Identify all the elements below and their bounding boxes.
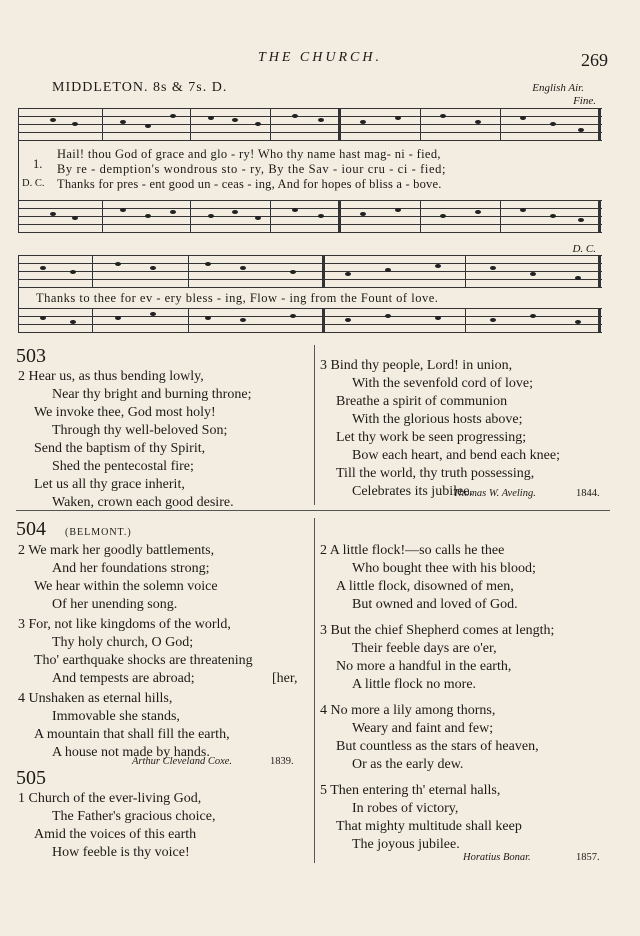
h504-line: Or as the early dew.: [352, 757, 464, 772]
column-divider-503: [314, 345, 315, 505]
h504-line: [her,: [272, 671, 298, 686]
h504-line: Who bought thee with his blood;: [352, 561, 536, 576]
tune-title: MIDDLETON. 8s & 7s. D.: [52, 80, 228, 95]
h503-line: Bow each heart, and bend each knee;: [352, 448, 560, 463]
h503-line: Send the baptism of thy Spirit,: [34, 441, 206, 456]
hymn-504-number-text: 504: [16, 518, 46, 540]
h503-line: Through thy well-beloved Son;: [52, 423, 228, 438]
column-divider-504: [314, 518, 315, 863]
lyric-line-1: Hail! thou God of grace and glo - ry! Who thy name hast mag- ni - fied,: [57, 147, 441, 161]
h503-line: With the sevenfold cord of love;: [352, 376, 533, 391]
hymn-504-tune: (BELMONT.): [65, 527, 132, 538]
h504-line: We hear within the solemn voice: [34, 579, 218, 594]
h503-author: Thomas W. Aveling.: [453, 488, 536, 499]
h504-line: Of her unending song.: [52, 597, 178, 612]
h504-line: A mountain that shall fill the earth,: [34, 727, 230, 742]
h503-line: Let us all thy grace inherit,: [34, 477, 185, 492]
h503-line: Till the world, thy truth possessing,: [336, 466, 535, 481]
system-brace-1: [18, 108, 19, 232]
h503-line: Breathe a spirit of communion: [336, 394, 508, 409]
h504-line: Thy holy church, O God;: [52, 635, 194, 650]
h504-line: 3 For, not like kingdoms of the world,: [18, 617, 231, 632]
section-rule: [16, 510, 610, 511]
h504-line: A little flock no more.: [352, 677, 477, 692]
h503-line: 2 Hear us, as thus bending lowly,: [18, 369, 204, 384]
lyric-line-4: Thanks to thee for ev - ery bless - ing, Flow - ing from the Fount of love.: [36, 291, 439, 305]
h503-year: 1844.: [576, 488, 600, 499]
h504-line: In robes of victory,: [352, 801, 459, 816]
h503-line: We invoke thee, God most holy!: [34, 405, 216, 420]
h505-line: How feeble is thy voice!: [52, 845, 190, 860]
h504-line: Their feeble days are o'er,: [352, 641, 497, 656]
dc-mark: D. C.: [572, 243, 596, 255]
h503-line: 3 Bind thy people, Lord! in union,: [320, 358, 513, 373]
h503-line: Celebrates its jubilee.: [352, 484, 473, 499]
h503-line: Near thy bright and burning throne;: [52, 387, 252, 402]
h504-author-2: Horatius Bonar.: [463, 852, 531, 863]
verse-number-1: 1.: [33, 157, 43, 171]
h505-line: Amid the voices of this earth: [34, 827, 197, 842]
h504-line: But owned and loved of God.: [352, 597, 518, 612]
h504-line: 4 No more a lily among thorns,: [320, 703, 496, 718]
h504-line: And tempests are abroad;: [52, 671, 195, 686]
h503-line: With the glorious hosts above;: [352, 412, 523, 427]
h504-line: 2 We mark her goodly battlements,: [18, 543, 215, 558]
hymn-504-number: [16, 518, 132, 541]
h504-year: 1839.: [270, 756, 294, 767]
h503-line: Let thy work be seen progressing;: [336, 430, 527, 445]
h504-line: 4 Unshaken as eternal hills,: [18, 691, 173, 706]
h504-line: Weary and faint and few;: [352, 721, 494, 736]
h503-line: Shed the pentecostal fire;: [52, 459, 194, 474]
h504-line: The joyous jubilee.: [352, 837, 460, 852]
h504-line: Immovable she stands,: [52, 709, 180, 724]
h504-line: And her foundations strong;: [52, 561, 210, 576]
hymn-503-number: 503: [16, 345, 46, 367]
page-number: 269: [581, 50, 608, 70]
h504-line: 2 A little flock!—so calls he thee: [320, 543, 505, 558]
system-brace-2: [18, 255, 19, 332]
bass-staff-2: [18, 308, 602, 332]
lyric-line-2: By re - demption's wondrous sto - ry, By the Sav - iour cru - ci - fied;: [57, 162, 447, 176]
lyric-line-3: Thanks for pres - ent good un - ceas - ing, And for hopes of bliss a - bove.: [57, 177, 442, 191]
h504-line: Tho' earthquake shocks are threatening: [34, 653, 253, 668]
h504-line: No more a handful in the earth,: [336, 659, 512, 674]
h504-line: But countless as the stars of heaven,: [336, 739, 539, 754]
h503-line: Waken, crown each good desire.: [52, 495, 234, 510]
treble-staff-2: [18, 255, 602, 287]
fine-mark: Fine.: [573, 95, 596, 107]
hymn-505-number: 505: [16, 767, 46, 789]
treble-staff-1: [18, 108, 602, 140]
h504-line: 5 Then entering th' eternal halls,: [320, 783, 501, 798]
dc-label: D. C.: [22, 178, 45, 189]
tune-source: English Air.: [532, 82, 584, 94]
h504-line: 3 But the chief Shepherd comes at length;: [320, 623, 555, 638]
h504-line: That mighty multitude shall keep: [336, 819, 522, 834]
h504-author: Arthur Cleveland Coxe.: [132, 756, 233, 767]
h504-line: A little flock, disowned of men,: [336, 579, 514, 594]
h505-line: The Father's gracious choice,: [52, 809, 216, 824]
h505-line: 1 Church of the ever-living God,: [18, 791, 202, 806]
running-title: THE CHURCH.: [257, 50, 382, 65]
h504-year-2: 1857.: [576, 852, 600, 863]
h504-line: A house not made by hands.: [52, 745, 210, 760]
bass-staff-1: [18, 200, 602, 232]
